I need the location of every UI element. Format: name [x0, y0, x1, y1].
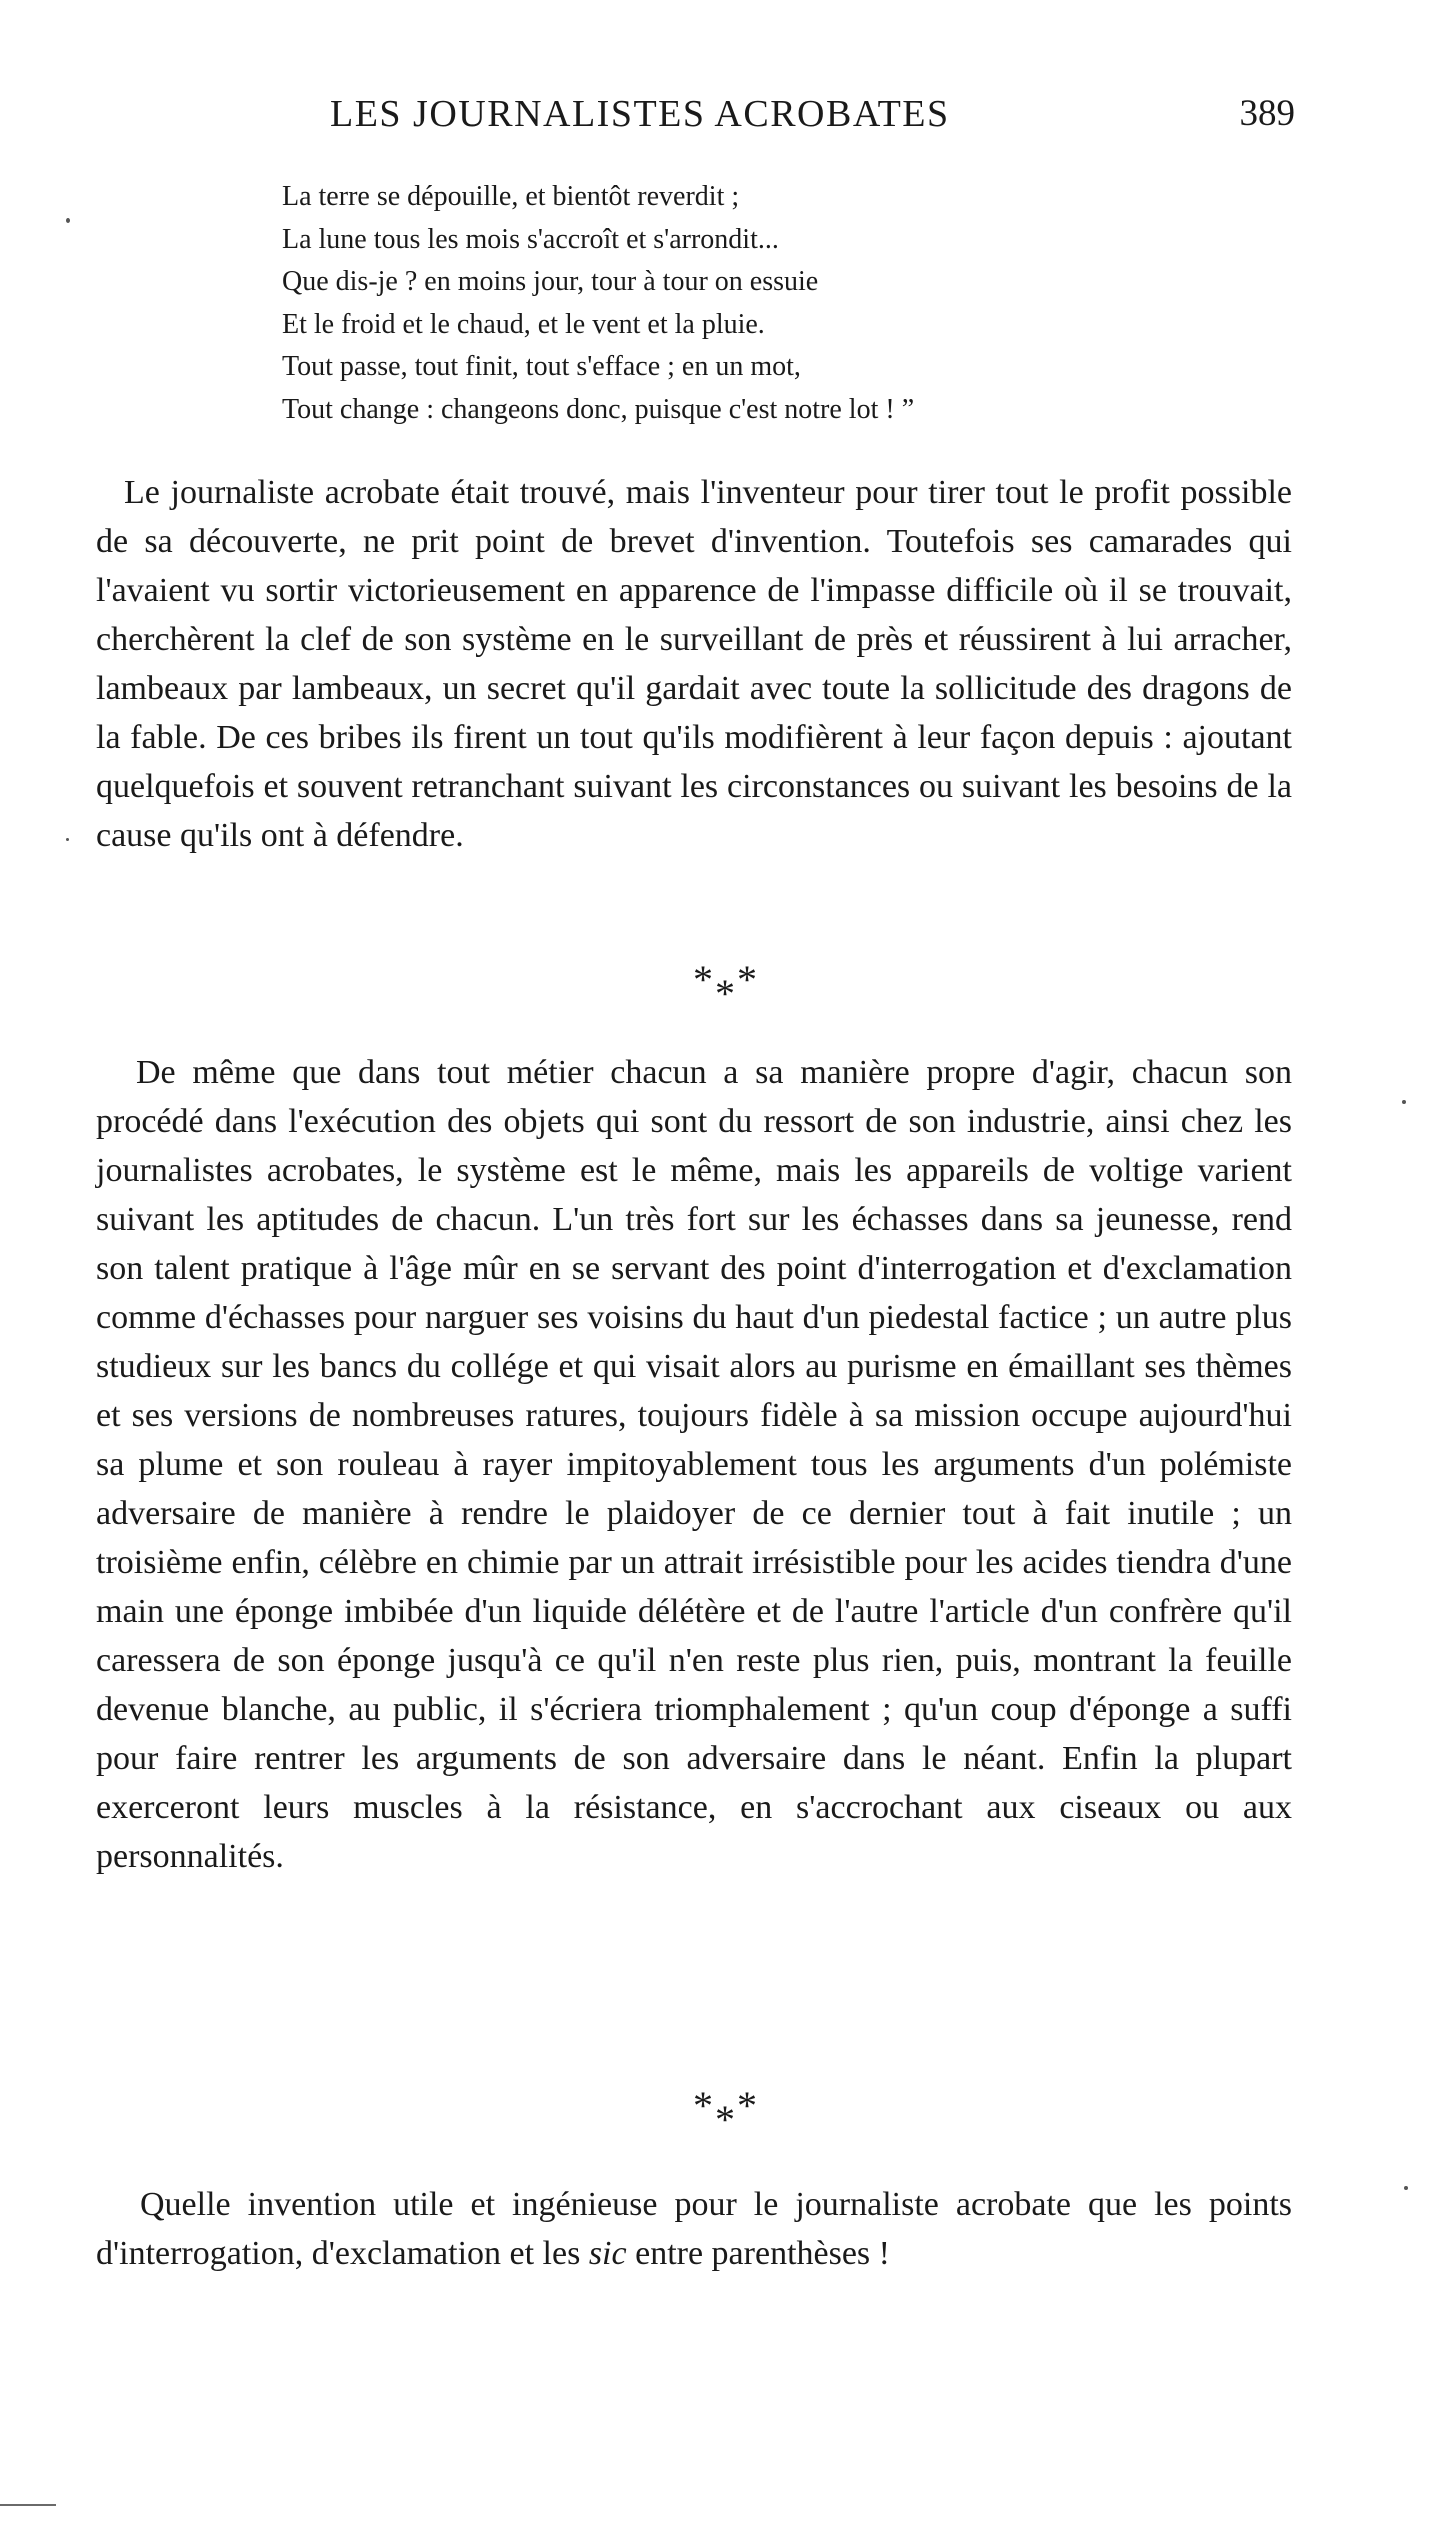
- paper-speck: [1402, 1100, 1406, 1104]
- paragraph-quelle-invention: [96, 2180, 1292, 2278]
- verse-line: La lune tous les mois s'accroît et s'arrondit...: [282, 223, 779, 255]
- asterism-mark: *: [715, 971, 737, 1016]
- page-edge-line: [0, 2504, 56, 2506]
- paper-speck: [66, 838, 69, 841]
- verse-line: Que dis-je ? en moins jour, tour à tour on essuie: [282, 266, 819, 297]
- page-number: 389: [1239, 93, 1295, 134]
- paper-speck: [66, 218, 70, 223]
- section-asterism: [0, 2083, 1452, 2142]
- asterism-mark: *: [693, 957, 715, 1002]
- asterism-mark: *: [737, 2083, 759, 2128]
- paragraph-appareils-de-voltige: De même que dans tout métier chacun a sa manière propre d'agir, chacun son procédé dans l'exécution des objets qui sont du ressort de son industrie, ainsi chez les journalistes acrobates, le système est le même, mais les appareils de voltige varient suivant les aptitudes de chacun. L'un très fort sur les échasses dans sa jeunesse, rend son talent pratique à l'âge mûr en se servant des point d'interrogation et d'exclamation comme d'échasses pour narguer ses voisins du haut d'un piedestal factice ; un autre plus studieux sur les bancs du collége et qui visait alors au purisme en émaillant ses thèmes et ses versions de nombreuses ratures, toujours fidèle à sa mission occupe aujourd'hui sa plume et son rouleau à rayer impitoyablement tous les arguments d'un polémiste adversaire de manière à rendre le plaidoyer de ce dernier tout à fait inutile ; un troisième enfin, célèbre en chimie par un attrait irrésistible pour les acides tiendra d'une main une éponge imbibée d'un liquide délétère et de l'autre l'article d'un confrère qu'il caressera de son éponge jusqu'à ce qu'il n'en reste plus rien, puis, montrant la feuille devenue blanche, au public, il s'écriera triomphalement ; qu'un coup d'éponge a suffi pour faire rentrer les arguments de son adversaire dans le néant. Enfin la plupart exerceront leurs muscles à la résistance, en s'accrochant aux ciseaux ou aux personnalités.: [96, 1054, 1292, 1875]
- paper-speck: [1404, 2186, 1408, 2190]
- verse-line: Et le froid et le chaud, et le vent et la pluie.: [282, 308, 765, 340]
- verse-line: Tout passe, tout finit, tout s'efface ; en un mot,: [282, 351, 801, 382]
- paragraph-journaliste-acrobate: Le journaliste acrobate était trouvé, mais l'inventeur pour tirer tout le profit possible de sa découverte, ne prit point de brevet d'invention. Toutefois ses camarades qui l'avaient vu sortir victorieusement en apparence de l'impasse difficile où il se trouvait, cherchèrent la clef de son système en le surveillant de près et réussirent à lui arracher, lambeaux par lambeaux, un secret qu'il gardait avec toute la sollicitude des dragons de la fable. De ces bribes ils firent un tout qu'ils modifièrent à leur façon depuis : ajoutant quelquefois et souvent retranchant suivant les circonstances ou suivant les besoins de la cause qu'ils ont à défendre.: [96, 474, 1292, 854]
- paragraph-text: entre parenthèses !: [626, 2235, 890, 2272]
- asterism-mark: *: [737, 957, 759, 1002]
- running-head: [180, 92, 1295, 152]
- asterism-mark: *: [715, 2097, 737, 2142]
- section-asterism: [0, 957, 1452, 1016]
- running-title: LES JOURNALISTES ACROBATES: [330, 93, 950, 135]
- paragraph-text: Quelle invention utile et ingénieuse pour le journaliste acrobate que les points d'interrogation, d'exclamation et les: [96, 2186, 1292, 2272]
- verse-line: Tout change : changeons donc, puisque c'est notre lot ! ”: [282, 393, 915, 425]
- sic-italic: sic: [588, 2235, 627, 2272]
- verse-line: La terre se dépouille, et bientôt reverdit ;: [282, 181, 740, 212]
- asterism-mark: *: [693, 2083, 715, 2128]
- verse-quotation: [282, 176, 1182, 431]
